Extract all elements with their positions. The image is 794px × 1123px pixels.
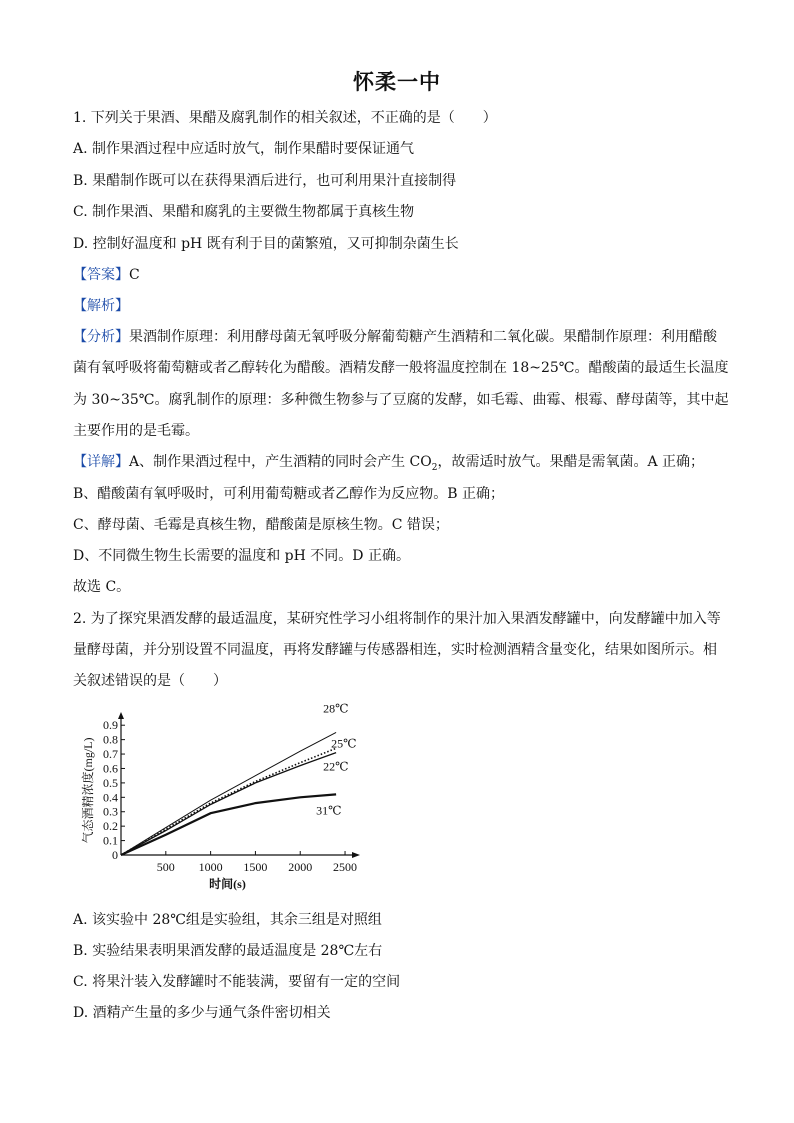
y-tick-label: 0.7	[103, 747, 118, 762]
x-tick-label: 1500	[243, 860, 268, 874]
q1-option-a: A. 制作果酒过程中应适时放气，制作果醋时要保证通气	[73, 141, 415, 157]
origin-label: 0	[112, 848, 118, 862]
q1-conclusion: 故选 C。	[73, 579, 131, 595]
q1-fenxi-line-4: 主要作用的是毛霉。	[73, 423, 199, 439]
detail-label: 【详解】	[73, 454, 129, 470]
y-axis-arrow	[118, 712, 124, 719]
y-tick-label: 0.1	[103, 833, 118, 848]
y-tick-label: 0.8	[103, 732, 118, 747]
q1-stem: 1. 下列关于果酒、果醋及腐乳制作的相关叙述，不正确的是（ ）	[73, 110, 497, 126]
detail-text-a: A、制作果酒过程中，产生酒精的同时会产生 CO	[129, 454, 432, 470]
fenxi-text: 果酒制作原理：利用酵母菌无氧呼吸分解葡萄糖产生酒精和二氧化碳。果醋制作原理：利用醋酸	[129, 329, 717, 345]
q1-option-b: B. 果醋制作既可以在获得果酒后进行，也可利用果汁直接制得	[73, 173, 457, 189]
q1-option-c: C. 制作果酒、果醋和腐乳的主要微生物都属于真核生物	[73, 204, 415, 220]
q1-detail-line-3: C、酵母菌、毛霉是真核生物，醋酸菌是原核生物。C 错误；	[73, 517, 449, 533]
y-axis-label: 气态酒精浓度(mg/L)	[81, 737, 95, 844]
series-label-2: 22℃	[323, 759, 349, 774]
y-tick-label: 0.2	[103, 819, 118, 834]
q2-stem-line-3: 关叙述错误的是（ ）	[73, 673, 227, 689]
y-tick-label: 0.3	[103, 804, 118, 819]
q1-detail-line-2: B、醋酸菌有氧呼吸时，可利用葡萄糖或者乙醇作为反应物。B 正确；	[73, 486, 505, 502]
analysis-label: 【解析】	[73, 298, 129, 314]
y-tick-label: 0.6	[103, 761, 118, 776]
q1-fenxi-line-2: 菌有氧呼吸将葡萄糖或者乙醇转化为醋酸。酒精发酵一般将温度控制在 18~25℃。醋酸菌的最适生长温度	[73, 360, 729, 376]
q1-detail-line-1	[73, 452, 723, 478]
q2-option-a: A. 该实验中 28℃组是实验组，其余三组是对照组	[73, 912, 382, 928]
q2-stem-line-1: 2. 为了探究果酒发酵的最适温度，某研究性学习小组将制作的果汁加入果酒发酵罐中，向发酵罐中加入等	[73, 611, 721, 627]
q2-option-c: C. 将果汁装入发酵罐时不能装满，要留有一定的空间	[73, 974, 401, 990]
q2-option-b: B. 实验结果表明果酒发酵的最适温度是 28℃左右	[73, 943, 383, 959]
q1-analysis-heading	[73, 296, 723, 316]
fenxi-label: 【分析】	[73, 329, 129, 345]
x-axis-label: 时间(s)	[209, 877, 246, 891]
q1-fenxi-line-1	[73, 327, 723, 347]
answer-label: 【答案】	[73, 267, 129, 283]
x-tick-label: 2500	[333, 860, 358, 874]
q1-answer	[73, 265, 723, 285]
series-label-0: 28℃	[323, 701, 349, 716]
alcohol-concentration-chart	[78, 701, 378, 898]
y-tick-label: 0.5	[103, 775, 118, 790]
q2-option-d: D. 酒精产生量的多少与通气条件密切相关	[73, 1005, 331, 1021]
page-title: 怀柔一中	[353, 69, 441, 94]
detail-text-b: ，故需适时放气。果醋是需氧菌。A 正确；	[437, 454, 705, 470]
x-tick-label: 1000	[198, 860, 223, 874]
co2-subscript: 2	[431, 462, 438, 473]
x-axis-arrow	[352, 852, 360, 858]
series-label-1: 25℃	[331, 736, 357, 751]
series-line-3	[121, 794, 336, 855]
y-tick-label: 0.4	[103, 790, 118, 805]
q1-option-d: D. 控制好温度和 pH 既有利于目的菌繁殖，又可抑制杂菌生长	[73, 236, 459, 252]
y-tick-label: 0.9	[103, 718, 118, 733]
q1-detail-line-4: D、不同微生物生长需要的温度和 pH 不同。D 正确。	[73, 548, 410, 564]
q2-stem-line-2: 量酵母菌，并分别设置不同温度，再将发酵罐与传感器相连，实时检测酒精含量变化，结果如图所示。相	[73, 642, 717, 658]
q1-fenxi-line-3: 为 30~35℃。腐乳制作的原理：多种微生物参与了豆腐的发酵，如毛霉、曲霉、根霉、酵母菌等，其中起	[73, 392, 729, 408]
x-tick-label: 2000	[288, 860, 313, 874]
series-label-3: 31℃	[316, 803, 342, 818]
answer-value: C	[129, 267, 140, 283]
x-tick-label: 500	[156, 860, 175, 874]
